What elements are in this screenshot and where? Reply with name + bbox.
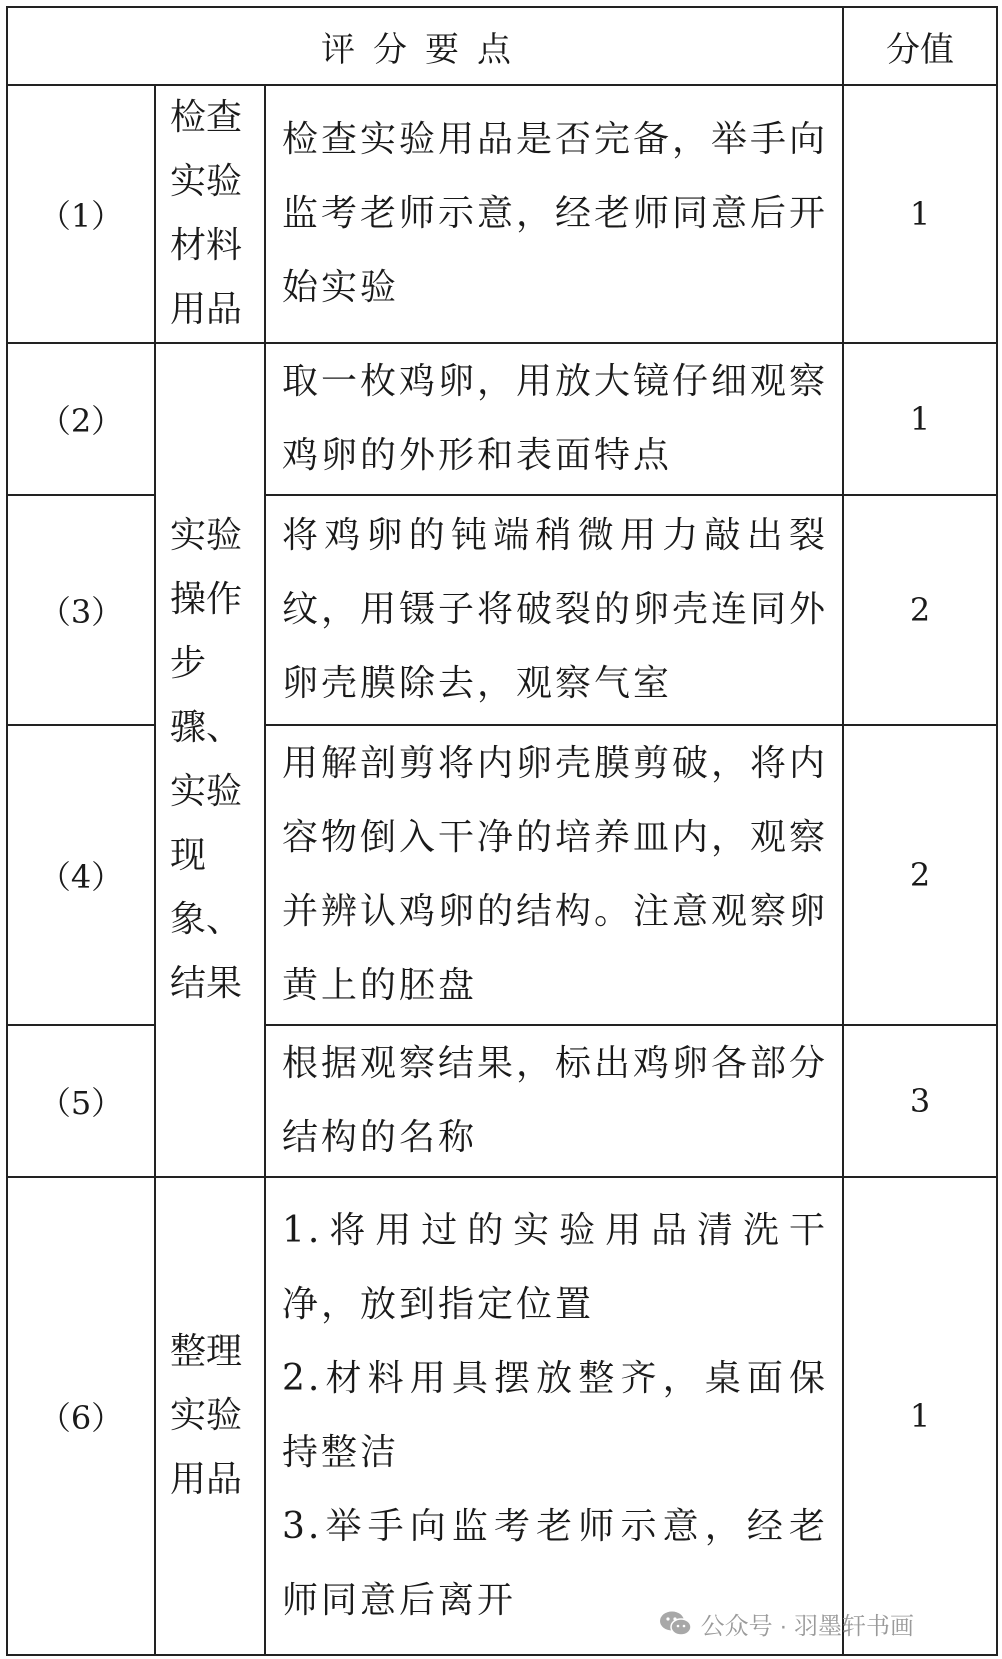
score-cell: 2 [843, 725, 997, 1025]
row-index: （1） [7, 85, 155, 343]
step-item: 1.将用过的实验用品清洗干净，放到指定位置 [282, 1210, 828, 1325]
description-cell: 根据观察结果，标出鸡卵各部分结构的名称 [265, 1025, 843, 1177]
score-cell: 3 [843, 1025, 997, 1177]
category-label: 整理实验用品 [170, 1331, 243, 1500]
description-cell [265, 1177, 843, 1655]
scoring-table [6, 6, 998, 1656]
description-cell: 取一枚鸡卵，用放大镜仔细观察鸡卵的外形和表面特点 [265, 343, 843, 495]
score-cell: 1 [843, 343, 997, 495]
row-index: （6） [7, 1177, 155, 1655]
description-cell: 将鸡卵的钝端稍微用力敲出裂纹，用镊子将破裂的卵壳连同外卵壳膜除去，观察气室 [265, 495, 843, 725]
watermark [659, 1606, 914, 1641]
category-label: 实验操作步骤、实验现象、结果 [170, 515, 243, 1004]
step-item: 3.举手向监考老师示意，经老师同意后离开 [282, 1506, 828, 1621]
header-criteria: 评分要点 [7, 7, 843, 85]
description-cell: 检查实验用品是否完备，举手向监考老师示意，经老师同意后开始实验 [265, 85, 843, 343]
description-cell: 用解剖剪将内卵壳膜剪破，将内容物倒入干净的培养皿内，观察并辨认鸡卵的结构。注意观察卵黄上的胚盘 [265, 725, 843, 1025]
header-row [7, 7, 997, 85]
row-index: （5） [7, 1025, 155, 1177]
watermark-text: 公众号 · 羽墨轩书画 [700, 1613, 914, 1640]
wechat-icon [659, 1610, 693, 1638]
score-cell: 1 [843, 85, 997, 343]
header-score: 分值 [843, 7, 997, 85]
category-cell [155, 343, 265, 1177]
category-cell [155, 85, 265, 343]
score-cell: 2 [843, 495, 997, 725]
table-row [7, 343, 997, 495]
category-cell [155, 1177, 265, 1655]
table-row [7, 1177, 997, 1655]
score-cell: 1 [843, 1177, 997, 1655]
category-label: 检查实验材料用品 [170, 97, 243, 330]
table-row [7, 85, 997, 343]
step-item: 2.材料用具摆放整齐，桌面保持整洁 [282, 1358, 828, 1473]
row-index: （4） [7, 725, 155, 1025]
row-index: （3） [7, 495, 155, 725]
row-index: （2） [7, 343, 155, 495]
